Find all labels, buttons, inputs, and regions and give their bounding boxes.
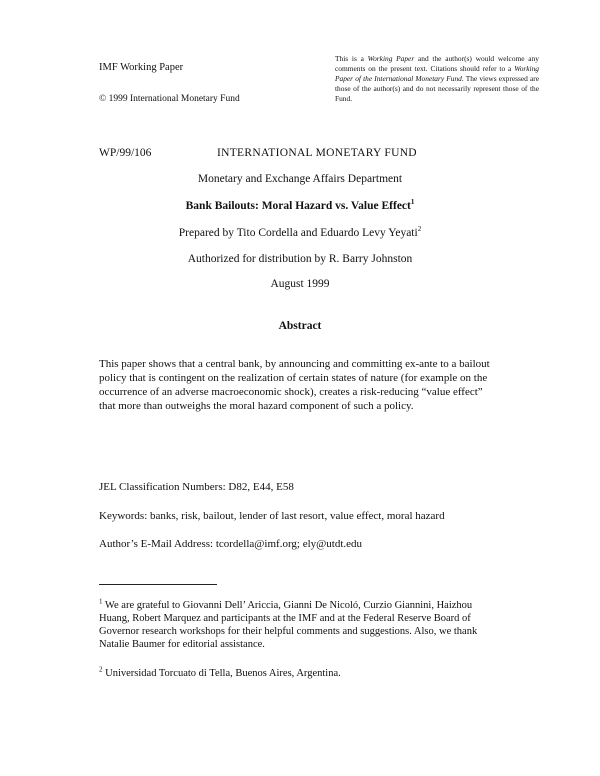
author-email: Author’s E-Mail Address: tcordella@imf.org; ely@utdt.edu <box>99 538 363 550</box>
abstract-body: This paper shows that a central bank, by announcing and committing ex-ante to a bailout policy that is contingent on the realization of certain states of nature (for example on the occurrence of an adverse macroeconomic shock), creates a risk-reducing “value effect” that more than outweighs the moral hazard component of such a policy. <box>99 358 490 412</box>
note-text-5: . The views expressed are those of the author(s) and do not necessarily represent those of the Fund. <box>335 74 540 103</box>
department-name: Monetary and Exchange Affairs Department <box>197 173 403 185</box>
paper-title <box>0 200 600 212</box>
title-footnote-mark: 1 <box>410 198 415 207</box>
note-text-4: Working Paper of the International Monetary Fund <box>335 64 539 83</box>
footnote-1 <box>99 599 501 651</box>
footnote-2 <box>99 667 501 680</box>
author-footnote-mark: 2 <box>417 225 422 234</box>
abstract-heading: Abstract <box>278 320 322 332</box>
wp-number: WP/99/106 <box>99 147 152 159</box>
footnote-2-text: Universidad Torcuato di Tella, Buenos Aires, Argentina. <box>102 668 341 679</box>
working-paper-note <box>335 54 539 104</box>
note-text-2: Working Paper <box>367 54 415 63</box>
footnote-rule <box>99 584 217 585</box>
footnote-1-text: We are grateful to Giovanni Dell’ Ariccia, Gianni De Nicoló, Curzio Giannini, Haizhou Huang, Robert Marquez and participants at the IMF and at the Federal Reserve Board of Governor research workshops for their helpful comments and suggestions. Also, we thank Natalie Baumer for editorial assistance. <box>99 600 478 650</box>
prepared-by <box>0 227 600 239</box>
note-text-3: and the author(s) would welcome any comments on the present text. Citations should refer to a <box>335 54 539 73</box>
footnote-2-mark: 2 <box>99 665 103 674</box>
paper-title-text: Bank Bailouts: Moral Hazard vs. Value Effect <box>185 200 411 212</box>
prepared-by-text: Prepared by Tito Cordella and Eduardo Levy Yeyati <box>178 227 418 239</box>
copyright-line: © 1999 International Monetary Fund <box>99 94 240 104</box>
note-text-1: This is a <box>335 54 368 63</box>
organization-name: INTERNATIONAL MONETARY FUND <box>217 147 417 159</box>
footnote-1-mark: 1 <box>99 597 103 606</box>
series-label: IMF Working Paper <box>99 62 184 73</box>
publication-date: August 1999 <box>270 278 330 290</box>
jel-classification: JEL Classification Numbers: D82, E44, E58 <box>99 481 294 493</box>
keywords: Keywords: banks, risk, bailout, lender of last resort, value effect, moral hazard <box>99 510 445 522</box>
authorization-line: Authorized for distribution by R. Barry Johnston <box>187 253 413 265</box>
